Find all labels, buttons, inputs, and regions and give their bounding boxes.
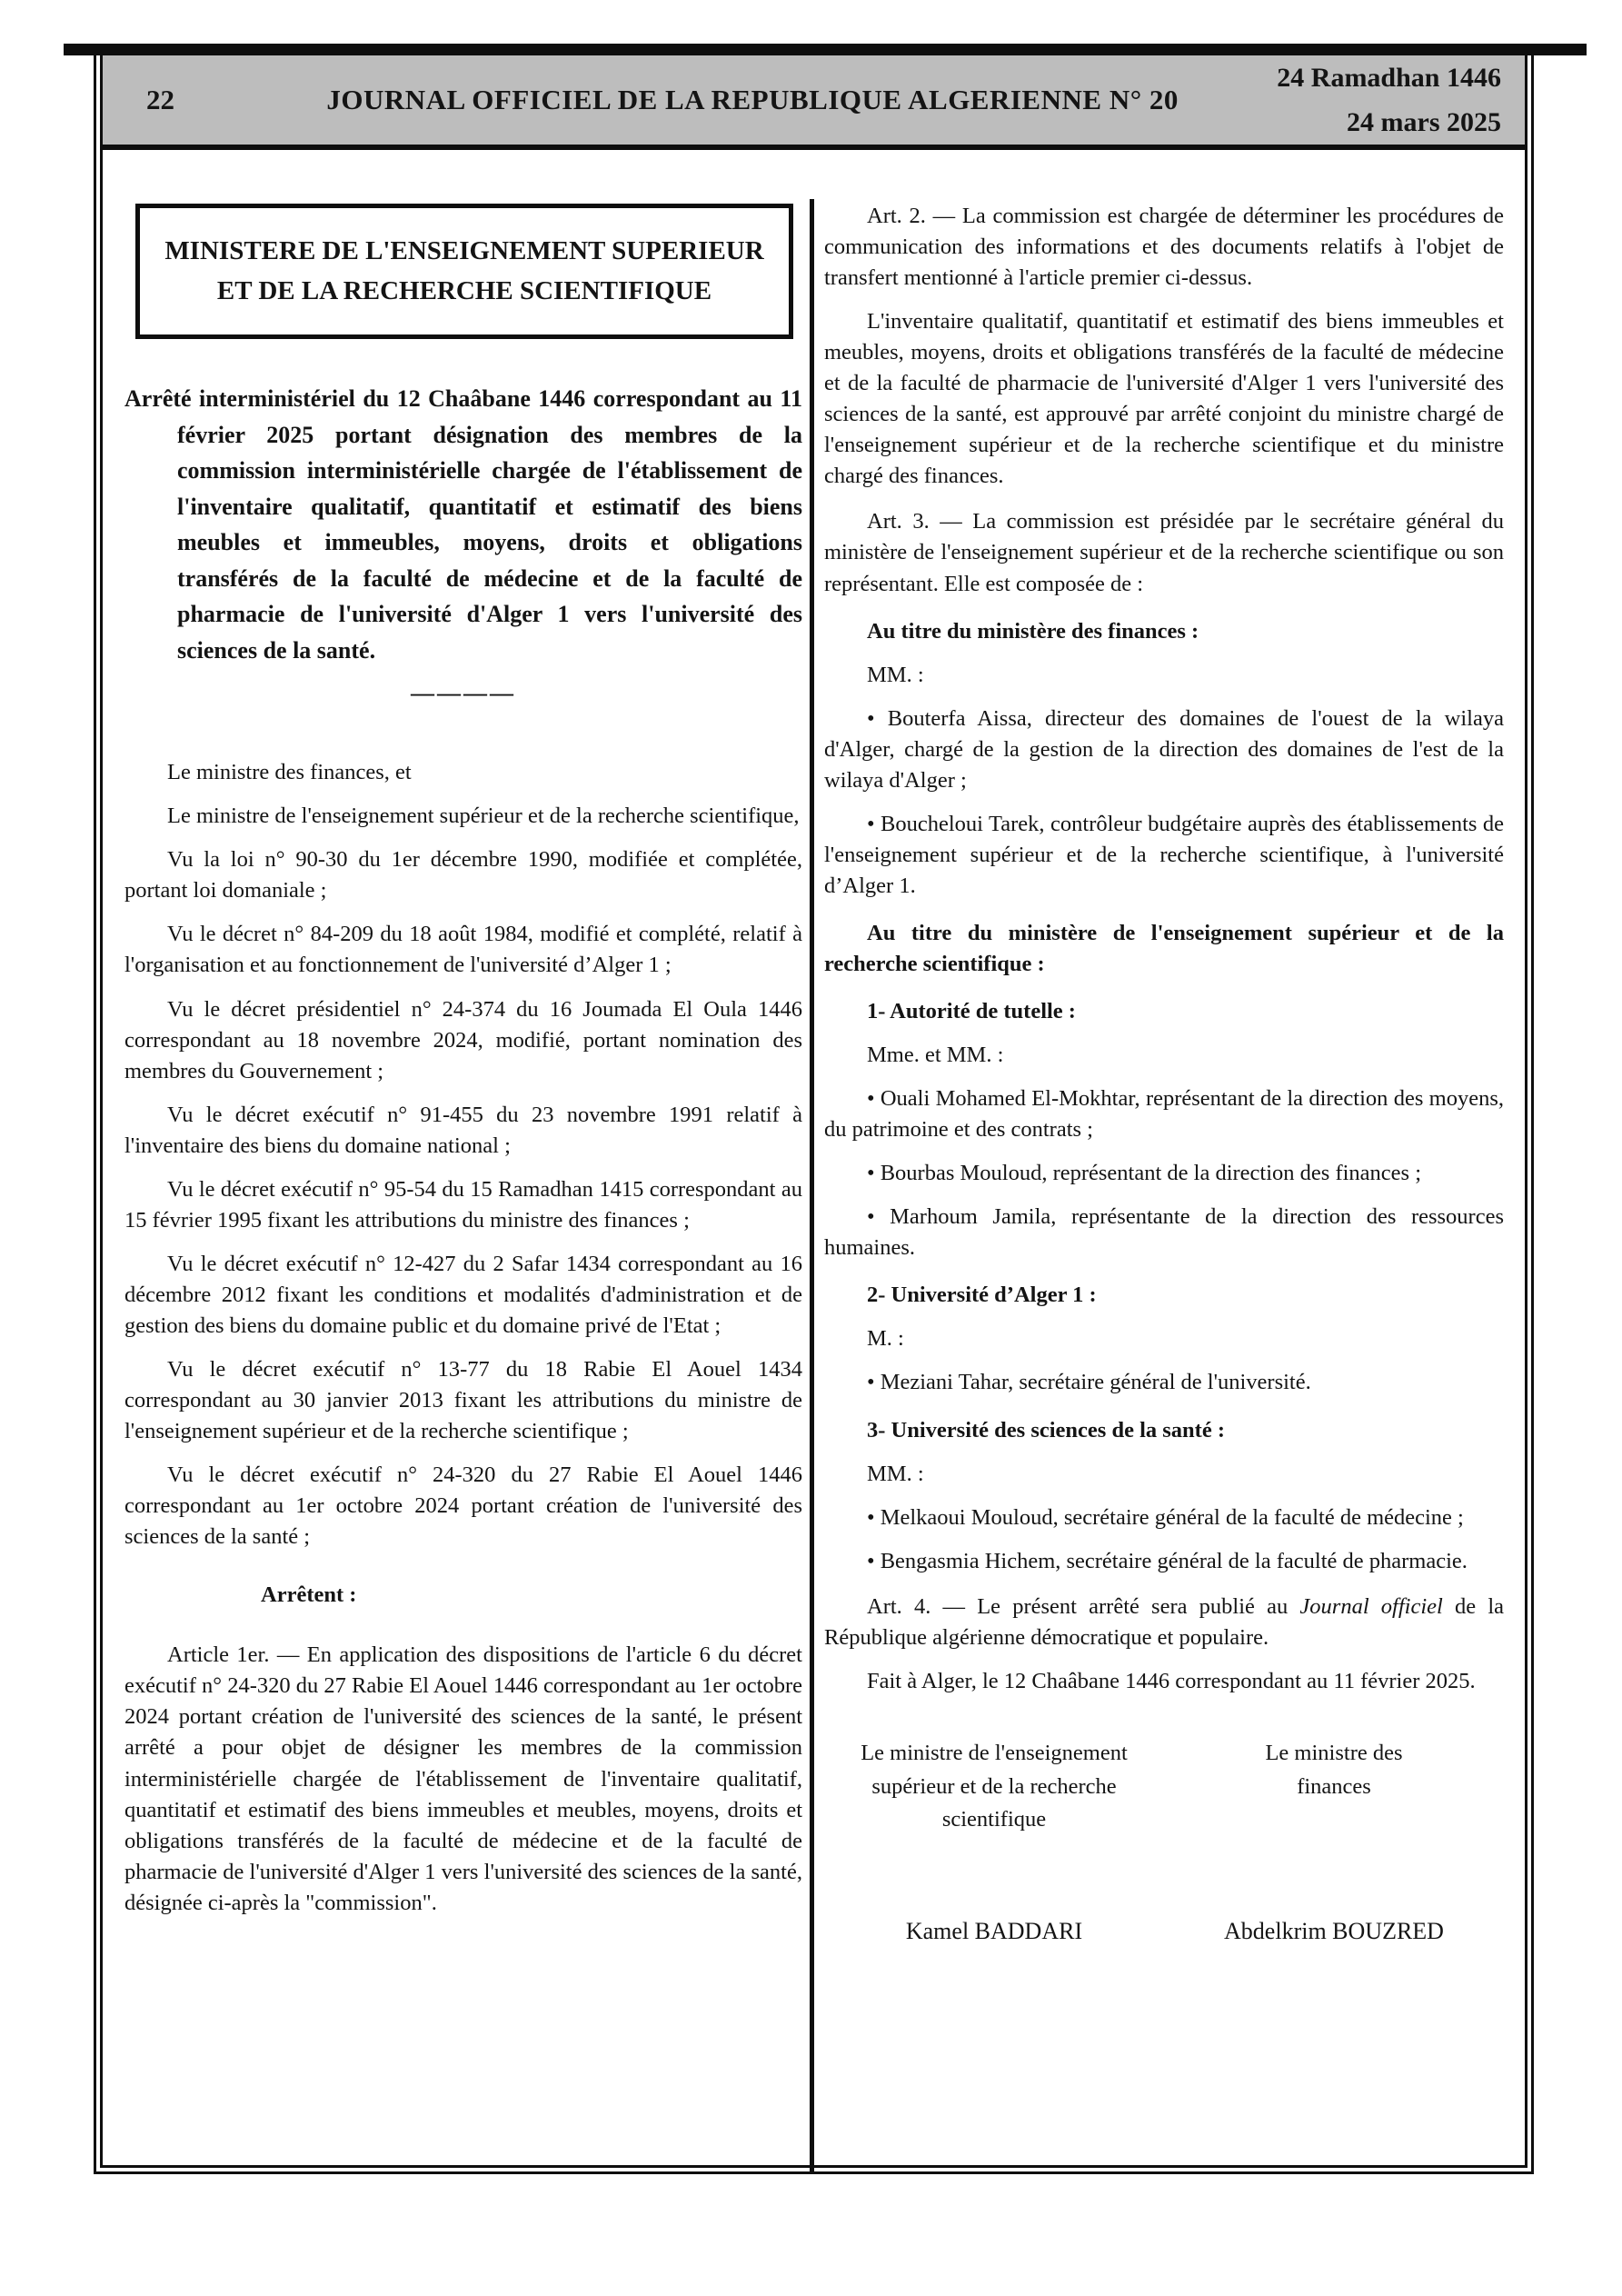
date-gregorian: 24 mars 2025 bbox=[1347, 107, 1501, 137]
decree-title: Arrêté interministériel du 12 Chaâbane 1446 correspondant au 11 février 2025 portant désignation des membres de la commission interministérielle chargée de l'établissement de l'inventaire qualitatif, quantitatif et estimatif des biens meubles et immeubles, moyens, droits et obligations transférés de la faculté de médecine et de la faculté de pharmacie de l'université d'Alger 1 vers l'université des sciences de la santé. bbox=[124, 385, 802, 664]
subsection-heading-alger1: 2- Université d’Alger 1 : bbox=[867, 1283, 1097, 1308]
visa-paragraph: Vu le décret n° 84-209 du 18 août 1984, modifié et complété, relatif à l'organisation et au fonctionnement de l'université d’Alger 1 ; bbox=[124, 922, 802, 978]
signature-block bbox=[824, 1737, 1504, 1948]
article-4-paragraph: Art. 4. — Le présent arrêté sera publié au Journal officiel de la République algérienne démocratique et populaire. bbox=[824, 1593, 1505, 1650]
ministry-name-line2: ET DE LA RECHERCHE SCIENTIFIQUE bbox=[216, 275, 712, 305]
article-2-paragraph: Art. 2. — La commission est chargée de déterminer les procédures de communication des informations et des documents relatifs à l'objet de transfert mentionné à l'article premier ci-dessus. bbox=[824, 204, 1504, 291]
fait-a-alger-paragraph: Fait à Alger, le 12 Chaâbane 1446 correspondant au 11 février 2025. bbox=[867, 1668, 1476, 1693]
visa-paragraph: Vu le décret exécutif n° 13-77 du 18 Rabie El Aouel 1434 correspondant au 30 janvier 2013 fixant les attributions du ministre de l'enseignement supérieur et de la recherche scientifique ; bbox=[124, 1357, 802, 1444]
section-heading-finances: Au titre du ministère des finances : bbox=[867, 618, 1199, 644]
member-bullet: • Meziani Tahar, secrétaire général de l'université. bbox=[867, 1370, 1311, 1395]
signature-name-right: Abdelkrim BOUZRED bbox=[1224, 1918, 1444, 1945]
member-bullet: • Bengasmia Hichem, secrétaire général de la faculté de pharmacie. bbox=[867, 1548, 1468, 1573]
mm-label: MM. : bbox=[867, 662, 924, 687]
member-bullet: • Melkaoui Mouloud, secrétaire général de la faculté de médecine ; bbox=[867, 1504, 1464, 1530]
member-bullet: • Boucheloui Tarek, contrôleur budgétaire auprès des établissements de l'enseignement supérieur et de la recherche scientifique, à l'université d’Alger 1. bbox=[824, 811, 1504, 898]
mm-label: MM. : bbox=[867, 1461, 924, 1486]
subsection-heading-sante: 3- Université des sciences de la santé : bbox=[867, 1417, 1225, 1442]
page-number: 22 bbox=[146, 84, 174, 115]
journal-title: JOURNAL OFFICIEL DE LA REPUBLIQUE ALGERIENNE N° 20 bbox=[326, 84, 1179, 115]
dash-separator: ———— bbox=[411, 680, 516, 707]
visa-paragraph: Vu le décret exécutif n° 91-455 du 23 novembre 1991 relatif à l'inventaire des biens du domaine national ; bbox=[124, 1102, 802, 1158]
visa-paragraph: Vu la loi n° 90-30 du 1er décembre 1990, modifiée et complétée, portant loi domaniale ; bbox=[124, 847, 802, 903]
section-heading-mesrs: Au titre du ministère de l'enseignement supérieur et de la recherche scientifique : bbox=[824, 920, 1504, 976]
paragraph-minister-finances: Le ministre des finances, et bbox=[167, 760, 412, 785]
left-column bbox=[124, 193, 802, 1932]
visa-paragraph: Vu le décret exécutif n° 24-320 du 27 Rabie El Aouel 1446 correspondant au 1er octobre 2024 portant création de l'université des sciences de la santé ; bbox=[124, 1462, 802, 1550]
signature-title-left: Le ministre de l'enseignement supérieur et de la recherche scientifique bbox=[861, 1740, 1128, 1832]
member-bullet: • Bourbas Mouloud, représentant de la direction des finances ; bbox=[867, 1161, 1422, 1186]
right-column bbox=[824, 186, 1504, 1948]
signature-name-left: Kamel BADDARI bbox=[905, 1918, 1083, 1945]
visa-paragraph: Vu le décret présidentiel n° 24-374 du 16 Joumada El Oula 1446 correspondant au 18 novembre 2024, modifié, portant nomination des membres du Gouvernement ; bbox=[124, 996, 802, 1083]
article-3-paragraph: Art. 3. — La commission est présidée par le secrétaire général du ministère de l'enseignement supérieur et de la recherche scientifique ou son représentant. Elle est composée de : bbox=[824, 509, 1504, 596]
visa-paragraph: Vu le décret exécutif n° 12-427 du 2 Safar 1434 correspondant au 16 décembre 2012 fixant les conditions et modalités d'administration et de gestion des biens du domaine public et du domaine privé de l'Etat ; bbox=[124, 1251, 802, 1338]
arretent-heading: Arrêtent : bbox=[261, 1582, 357, 1608]
visa-paragraph: Vu le décret exécutif n° 95-54 du 15 Ramadhan 1415 correspondant au 15 février 1995 fixant les attributions du ministre des finances ; bbox=[124, 1176, 802, 1233]
subsection-heading-tutelle: 1- Autorité de tutelle : bbox=[867, 999, 1076, 1024]
header-band bbox=[103, 55, 1525, 150]
member-bullet: • Bouterfa Aissa, directeur des domaines de l'ouest de la wilaya d'Alger, chargé de la gestion de la direction des domaines de l'est de la wilaya d'Alger ; bbox=[824, 705, 1504, 793]
paragraph-minister-mesrs: Le ministre de l'enseignement supérieur et de la recherche scientifique, bbox=[167, 804, 800, 829]
article-2-paragraph-2: L'inventaire qualitatif, quantitatif et estimatif des biens immeubles et meubles, moyens, droits et obligations transférés de la faculté de médecine et de la faculté de pharmacie de l'université d'Alger 1 vers l'université des sciences de la santé, est approuvé par arrêté conjoint du ministre chargé de l'enseignement supérieur et de la recherche scientifique et du ministre chargé des finances. bbox=[824, 309, 1504, 489]
journal-officiel-italic: Journal officiel bbox=[1299, 1593, 1443, 1619]
member-bullet: • Ouali Mohamed El-Mokhtar, représentant de la direction des moyens, du patrimoine et des contrats ; bbox=[824, 1086, 1504, 1143]
ministry-name-line1: MINISTERE DE L'ENSEIGNEMENT SUPERIEUR bbox=[164, 236, 764, 265]
mme-mm-label: Mme. et MM. : bbox=[867, 1043, 1004, 1068]
header-dates bbox=[1277, 55, 1501, 145]
article-1-paragraph: Article 1er. — En application des dispositions de l'article 6 du décret exécutif n° 24-320 du 27 Rabie El Aouel 1446 correspondant au 1er octobre 2024 portant création de l'université des sciences de la santé, le présent arrêté a pour objet de désigner les membres de la commission interministérielle chargée de l'établissement de l'inventaire qualitatif, quantitatif et estimatif des biens immeubles et meubles, moyens, droits et obligations transférés de la faculté de médecine et de la faculté de pharmacie de l'université d'Alger 1 vers l'université des sciences de la santé, désignée ci-après la "commission". bbox=[124, 1642, 802, 1915]
ministry-title-box bbox=[135, 204, 793, 339]
member-bullet: • Marhoum Jamila, représentante de la direction des ressources humaines. bbox=[824, 1204, 1504, 1261]
signature-title-right: Le ministre des finances bbox=[1265, 1740, 1403, 1799]
m-label: M. : bbox=[867, 1326, 904, 1352]
column-divider bbox=[810, 199, 814, 2174]
date-hijri: 24 Ramadhan 1446 bbox=[1277, 62, 1501, 93]
